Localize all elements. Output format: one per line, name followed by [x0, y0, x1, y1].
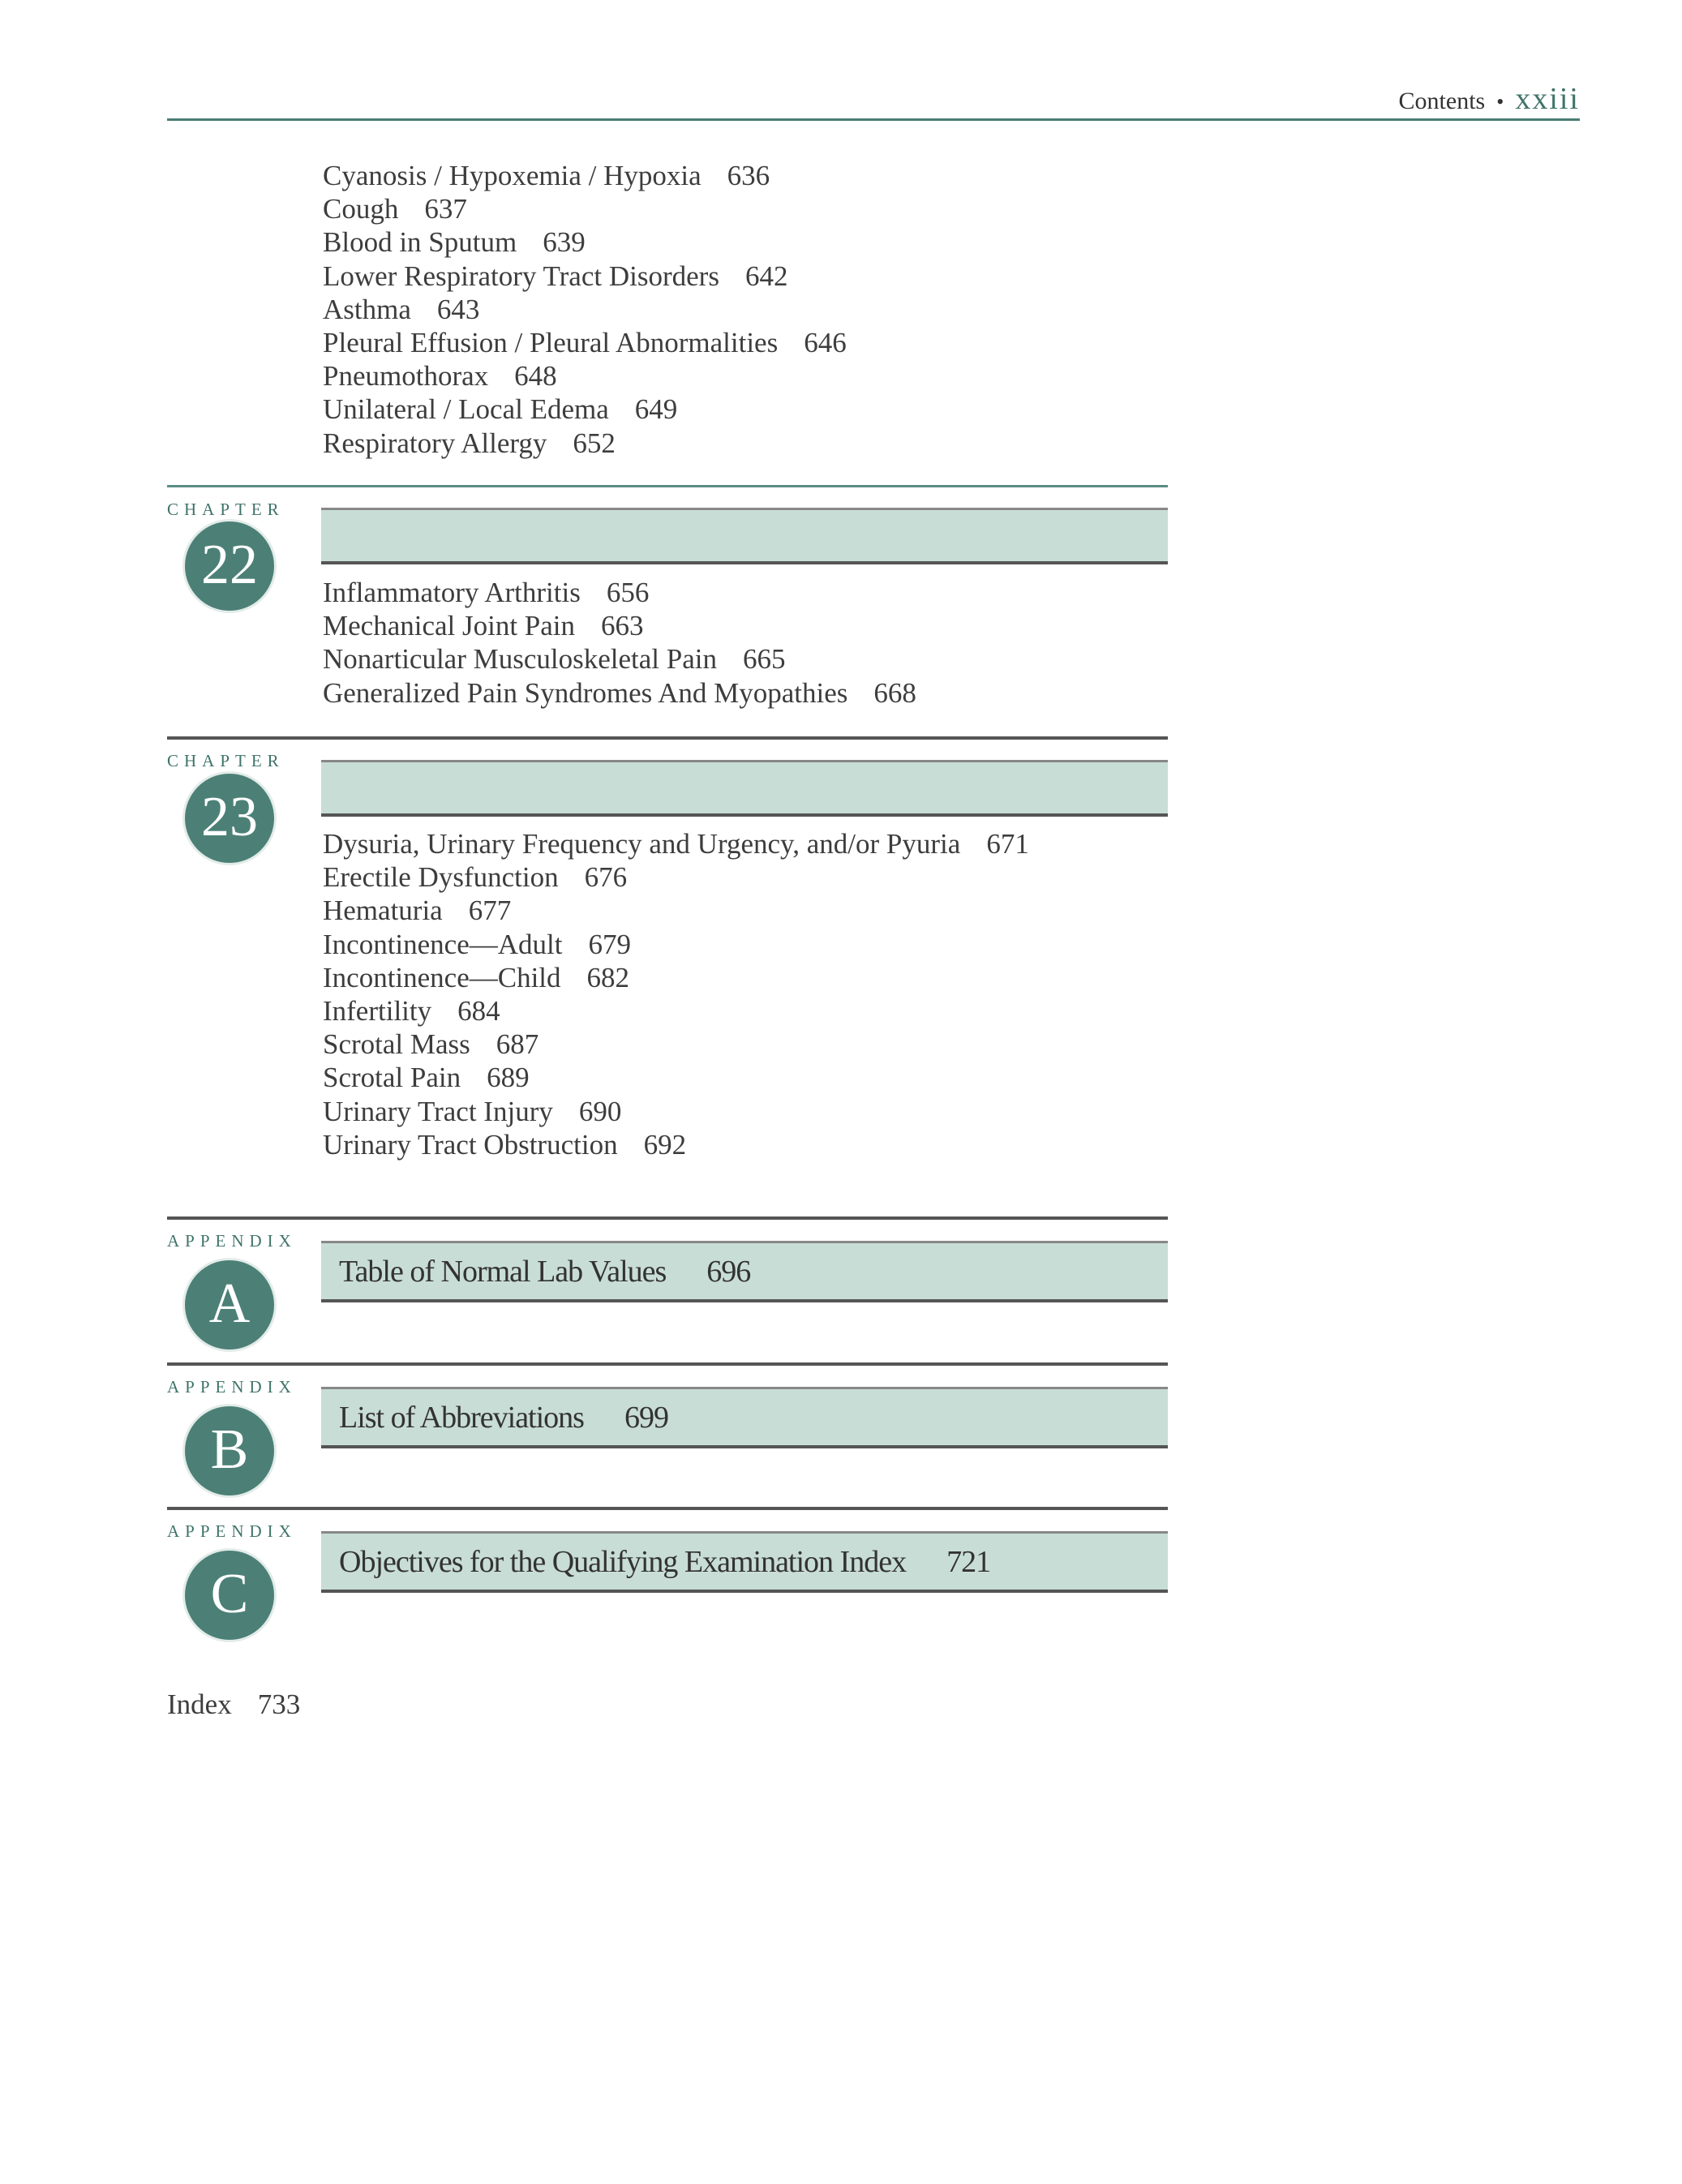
chapter-22-entries [323, 576, 916, 710]
entry-title: Scrotal Pain [323, 1062, 461, 1094]
entry-page: 663 [601, 610, 644, 642]
entry-title: Dysuria, Urinary Frequency and Urgency, and/or Pyuria [323, 828, 961, 860]
appendix-b-badge: B [185, 1406, 274, 1495]
toc-entry[interactable] [323, 326, 847, 359]
entry-page: 690 [578, 1095, 622, 1127]
chapter-22-label: CHAPTER [167, 500, 285, 519]
entry-title: Unilateral / Local Edema [323, 393, 609, 426]
entry-title: Incontinence—Child [323, 961, 561, 993]
toc-entry[interactable] [323, 609, 916, 642]
appendix-page: 696 [706, 1254, 751, 1289]
entry-page: 636 [727, 160, 770, 191]
chapter-22-badge: 22 [185, 521, 274, 611]
toc-entry[interactable] [323, 1028, 1029, 1061]
toc-entry[interactable] [323, 894, 1029, 927]
appendix-b-label: APPENDIX [167, 1377, 297, 1397]
entry-page: 692 [643, 1128, 687, 1161]
entry-title: Urinary Tract Injury [323, 1095, 553, 1127]
entry-title: Cough [323, 193, 399, 225]
toc-entry[interactable] [323, 827, 1029, 860]
toc-entry[interactable] [323, 676, 916, 710]
appendix-b-divider [167, 1362, 1168, 1366]
toc-entry[interactable] [323, 293, 847, 326]
entry-title: Asthma [323, 293, 411, 325]
entry-title: Generalized Pain Syndromes And Myopathies [323, 676, 848, 709]
appendix-a-divider [167, 1216, 1168, 1220]
continued-entries-list [323, 159, 847, 460]
appendix-b-title-bar[interactable] [321, 1387, 1168, 1448]
entry-page: 649 [634, 393, 678, 426]
entry-title: Nonarticular Musculoskeletal Pain [323, 643, 717, 676]
entry-page: 676 [584, 861, 628, 894]
entry-title: Infertility [323, 994, 432, 1027]
entry-page: 684 [457, 994, 500, 1027]
entry-page: 646 [804, 326, 847, 358]
entry-title: Lower Respiratory Tract Disorders [323, 260, 719, 292]
entry-page: 639 [543, 226, 586, 259]
toc-entry[interactable] [323, 359, 847, 393]
chapter-23-badge: 23 [185, 774, 274, 863]
appendix-a-label: APPENDIX [167, 1231, 297, 1251]
toc-entry[interactable] [323, 928, 1029, 961]
chapter-22-divider [167, 485, 1168, 487]
appendix-c-label: APPENDIX [167, 1521, 297, 1541]
entry-page: 679 [588, 928, 631, 960]
toc-entry[interactable] [323, 393, 847, 426]
toc-entry[interactable] [323, 576, 916, 609]
entry-title: Scrotal Mass [323, 1028, 470, 1061]
entry-page: 665 [742, 643, 786, 676]
header-page-number: xxiii [1515, 82, 1580, 116]
appendix-a-title [339, 1243, 750, 1299]
appendix-a-badge: A [185, 1260, 274, 1349]
header-section: Contents [1398, 88, 1486, 114]
appendix-page: 721 [946, 1544, 991, 1579]
entry-title: Cyanosis / Hypoxemia / Hypoxia [323, 160, 702, 191]
entry-page: 637 [424, 193, 467, 225]
appendix-b-title [339, 1389, 668, 1445]
chapter-23-entries [323, 827, 1029, 1161]
index-entry[interactable] [167, 1688, 300, 1721]
entry-title: Respiratory Allergy [323, 427, 547, 459]
index-page: 733 [257, 1688, 301, 1720]
appendix-title-text: List of Abbreviations [339, 1400, 584, 1435]
entry-title: Incontinence—Adult [323, 928, 563, 960]
index-title: Index [167, 1688, 232, 1720]
chapter-23-label: CHAPTER [167, 751, 285, 770]
toc-entry[interactable] [323, 225, 847, 259]
toc-entry[interactable] [323, 159, 847, 192]
entry-page: 648 [514, 360, 557, 393]
appendix-title-text: Table of Normal Lab Values [339, 1254, 667, 1289]
toc-entry[interactable] [323, 260, 847, 293]
chapter-22-title-bar [321, 508, 1168, 564]
toc-entry[interactable] [323, 192, 847, 225]
entry-title: Erectile Dysfunction [323, 861, 559, 894]
toc-entry[interactable] [323, 1128, 1029, 1161]
entry-page: 656 [606, 577, 650, 608]
entry-page: 668 [873, 676, 916, 709]
entry-title: Blood in Sputum [323, 226, 517, 259]
entry-page: 652 [573, 427, 616, 459]
entry-title: Urinary Tract Obstruction [323, 1128, 618, 1161]
entry-page: 642 [744, 260, 788, 292]
entry-title: Pleural Effusion / Pleural Abnormalities [323, 326, 779, 358]
toc-entry[interactable] [323, 860, 1029, 894]
appendix-title-text: Objectives for the Qualifying Examination Index [339, 1544, 907, 1579]
toc-entry[interactable] [323, 1095, 1029, 1128]
entry-page: 643 [436, 293, 480, 325]
entry-title: Hematuria [323, 895, 443, 927]
entry-title: Mechanical Joint Pain [323, 610, 576, 642]
toc-entry[interactable] [323, 961, 1029, 994]
entry-page: 682 [586, 961, 630, 993]
toc-entry[interactable] [323, 642, 916, 676]
chapter-23-title-bar [321, 760, 1168, 817]
running-header [167, 81, 1580, 121]
chapter-23-divider [167, 736, 1168, 740]
entry-page: 671 [986, 828, 1029, 860]
toc-entry[interactable] [323, 994, 1029, 1028]
header-text [1399, 81, 1580, 117]
toc-entry[interactable] [323, 1061, 1029, 1094]
toc-entry[interactable] [323, 427, 847, 460]
entry-title: Pneumothorax [323, 360, 489, 393]
appendix-c-title [339, 1534, 990, 1590]
appendix-a-title-bar[interactable] [321, 1241, 1168, 1302]
entry-title: Inflammatory Arthritis [323, 577, 581, 608]
header-separator: • [1496, 90, 1504, 114]
appendix-page: 699 [624, 1400, 668, 1435]
entry-page: 687 [496, 1028, 539, 1061]
entry-page: 677 [468, 895, 512, 927]
appendix-c-title-bar[interactable] [321, 1531, 1168, 1593]
appendix-c-divider [167, 1507, 1168, 1510]
entry-page: 689 [487, 1062, 530, 1094]
appendix-c-badge: C [185, 1551, 274, 1640]
